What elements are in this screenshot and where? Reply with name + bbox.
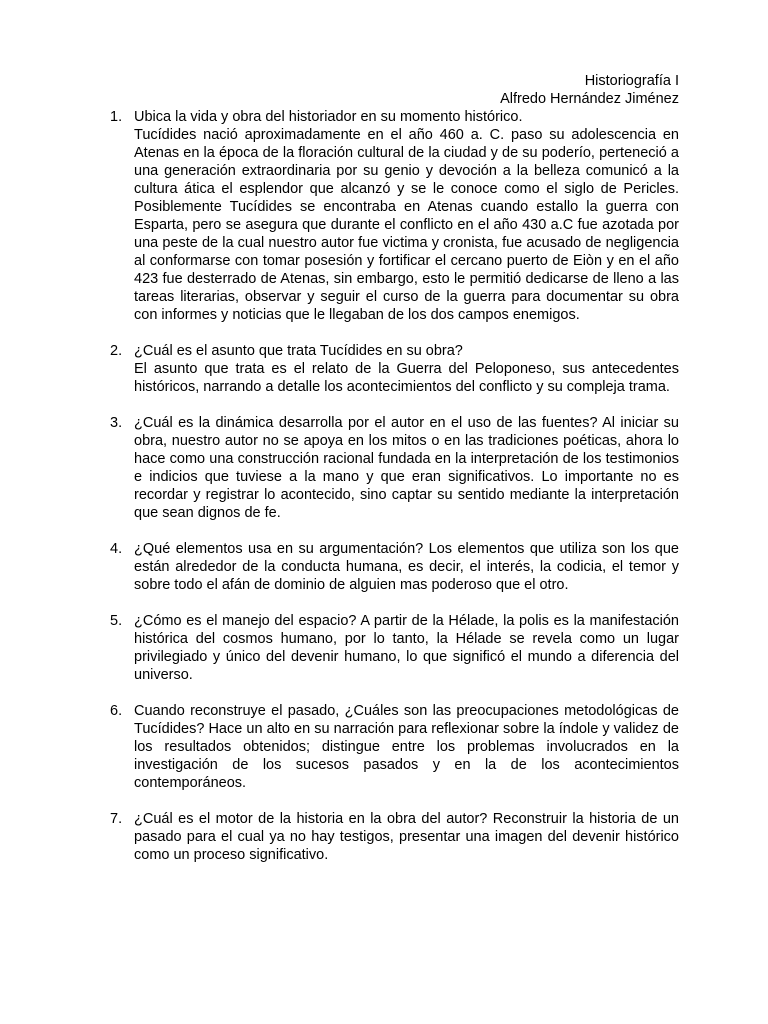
question-text: ¿Cuál es el asunto que trata Tucídides en su obra?: [134, 343, 463, 359]
answer-text: Tucídides nació aproximadamente en el año 460 a. C. paso su adolescencia en Atenas en la época de la floración cultural de la ciudad y de su poderío, perteneció a una generación extraordinaria por su genio y devoción a la belleza comunicó a la cultura ática el esplendor que alcanzó y se le conoce como el siglo de Pericles. Posiblemente Tucídides se encontraba en Atenas cuando estallo la guerra con Esparta, pero se asegura que durante el conflicto en el año 430 a.C fue azotada por una peste de la cual nuestro autor fue victima y cronista, fue acusado de negligencia al conformarse con tomar posesión y fortificar el cercano puerto de Eiòn y en el año 423 fue desterrado de Atenas, sin embargo, esto le permitió dedicarse de lleno a las tareas literarias, observar y seguir el curso de la guerra para documentar su obra con informes y noticias que le llegaban de los dos campos enemigos.: [134, 127, 679, 323]
question-list: [110, 108, 679, 882]
item-text: ¿Cuál es el motor de la historia en la obra del autor? Reconstruir la historia de un pasado para el cual ya no hay testigos, presentar una imagen del devenir histórico como un proceso significativo.: [134, 811, 679, 863]
item-number: 7.: [110, 811, 123, 827]
list-item: [110, 612, 679, 684]
course-title: Historiografía I: [584, 73, 679, 89]
item-text: Cuando reconstruye el pasado, ¿Cuáles son las preocupaciones metodológicas de Tucídides? Hace un alto en su narración para reflexionar sobre la índole y validez de los resultados obtenidos; distingue entre los problemas involucrados en la investigación de los sucesos pasados y en la de los acontecimientos contemporáneos.: [134, 703, 679, 791]
item-number: 1.: [110, 109, 123, 125]
document-header: [500, 73, 679, 108]
question-text: Ubica la vida y obra del historiador en su momento histórico.: [134, 109, 523, 125]
item-number: 4.: [110, 541, 123, 557]
item-number: 3.: [110, 415, 123, 431]
item-number: 6.: [110, 703, 123, 719]
list-item: [110, 540, 679, 594]
list-item: [110, 414, 679, 522]
list-item: [110, 810, 679, 864]
answer-text: El asunto que trata es el relato de la Guerra del Peloponeso, sus antecedentes históricos, narrando a detalle los acontecimientos del conflicto y su compleja trama.: [134, 361, 679, 395]
author-name: Alfredo Hernández Jiménez: [500, 90, 679, 107]
item-text: ¿Cómo es el manejo del espacio? A partir de la Hélade, la polis es la manifestación histórica del cosmos humano, por lo tanto, la Hélade se revela como un lugar privilegiado y único del devenir humano, lo que significó el mundo a diferencia del universo.: [134, 613, 679, 683]
list-item: [110, 108, 679, 324]
item-number: 2.: [110, 343, 123, 359]
list-item: [110, 702, 679, 792]
item-text: ¿Cuál es la dinámica desarrolla por el autor en el uso de las fuentes? Al iniciar su obra, nuestro autor no se apoya en los mitos o en las tradiciones poéticas, ahora lo hace como una construcción racional fundada en la interpretación de los testimonios e indicios que tuviese a la mano y que eran significativos. Lo importante no es recordar y registrar lo acontecido, sino captar su sentido mediante la interpretación que sean dignos de fe.: [134, 415, 679, 521]
item-text: ¿Qué elementos usa en su argumentación? Los elementos que utiliza son los que están alrededor de la conducta humana, es decir, el interés, la codicia, el temor y sobre todo el afán de dominio de alguien mas poderoso que el otro.: [134, 541, 679, 593]
list-item: [110, 342, 679, 396]
item-number: 5.: [110, 613, 123, 629]
